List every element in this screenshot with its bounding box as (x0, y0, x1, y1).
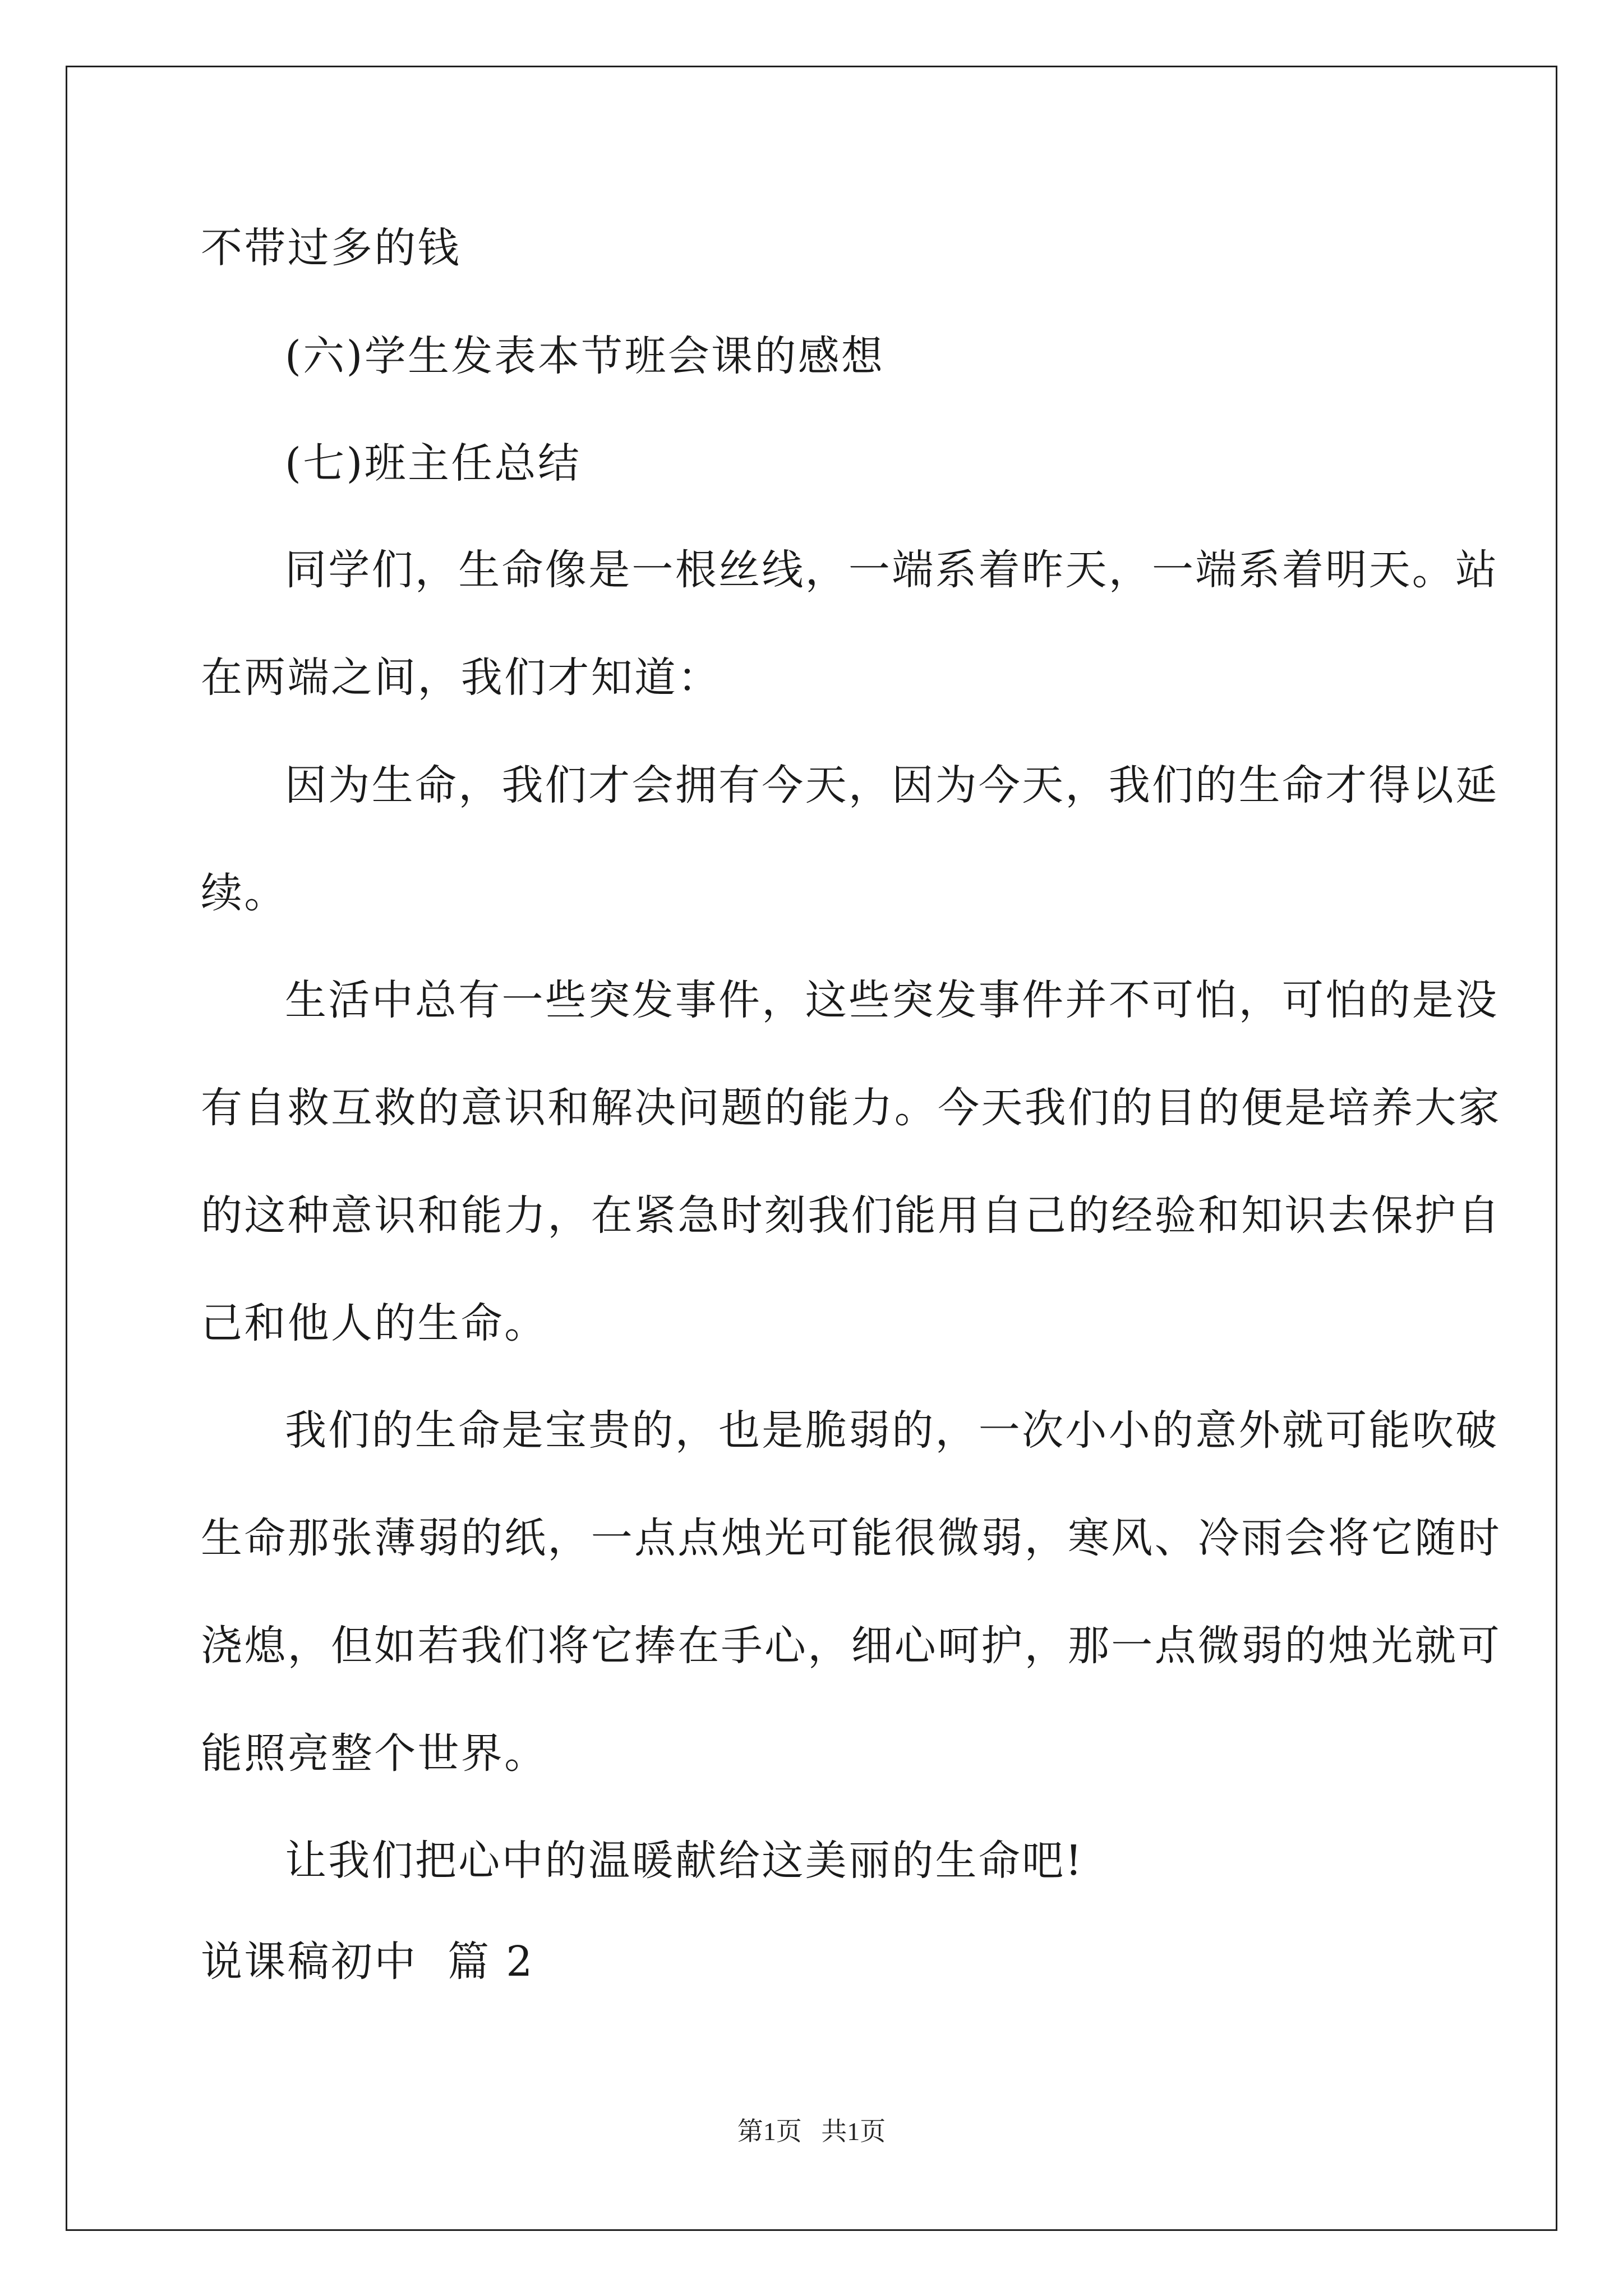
text-line: 不带过多的钱 (201, 224, 461, 272)
text-line: 因为生命，我们才会拥有今天，因为今天，我们的生命才得以延 (285, 761, 1499, 809)
text-line: (六)学生发表本节班会课的感想 (285, 332, 885, 380)
text-line: 能照亮整个世界。 (201, 1729, 548, 1778)
text-line: 我们的生命是宝贵的，也是脆弱的，一次小小的意外就可能吹破 (285, 1406, 1499, 1455)
page-number: 第1页 共1页 (737, 2117, 886, 2146)
text-line: 己和他人的生命。 (201, 1299, 548, 1347)
text-line: 让我们把心中的温暖献给这美丽的生命吧! (285, 1837, 1084, 1885)
page-border (66, 66, 1557, 2231)
text-line: 同学们，生命像是一根丝线，一端系着昨天，一端系着明天。站 (285, 546, 1499, 594)
text-line: 在两端之间，我们才知道： (201, 654, 721, 702)
text-line: 有自救互救的意识和解决问题的能力。今天我们的目的便是培养大家 (201, 1084, 1501, 1132)
text-line: (七)班主任总结 (285, 439, 582, 487)
text-line: 生活中总有一些突发事件，这些突发事件并不可怕，可怕的是没 (285, 976, 1499, 1024)
text-line: 的这种意识和能力，在紧急时刻我们能用自己的经验和知识去保护自 (201, 1191, 1501, 1240)
text-line: 生命那张薄弱的纸，一点点烛光可能很微弱，寒风、冷雨会将它随时 (201, 1514, 1501, 1562)
text-line: 续。 (201, 869, 288, 917)
text-line: 浇熄，但如若我们将它捧在手心，细心呵护，那一点微弱的烛光就可 (201, 1622, 1501, 1670)
section-heading: 说课稿初中 篇 2 (201, 1938, 534, 1986)
